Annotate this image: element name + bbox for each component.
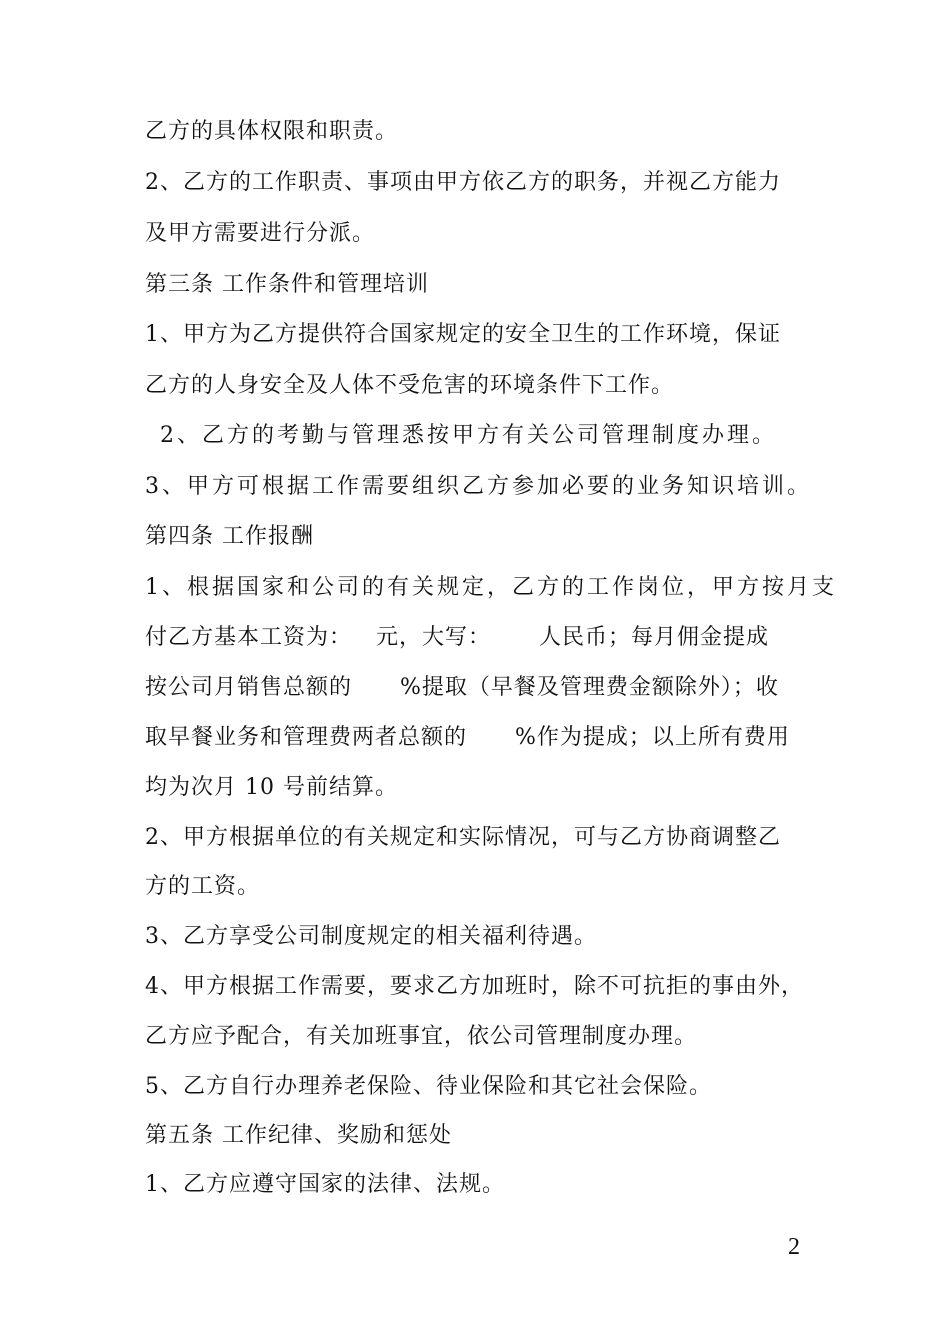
section-heading: 第四条 工作报酬 bbox=[145, 524, 314, 549]
text-line: 3、乙方享受公司制度规定的相关福利待遇。 bbox=[145, 924, 597, 949]
section-heading: 第五条 工作纪律、奖励和惩处 bbox=[145, 1123, 452, 1148]
text-line: 均为次月 10 号前结算。 bbox=[145, 775, 398, 800]
text-line: 按公司月销售总额的 %提取（早餐及管理费金额除外）；收 bbox=[145, 675, 779, 700]
text-line: 乙方应予配合，有关加班事宜，依公司管理制度办理。 bbox=[145, 1024, 698, 1049]
text-line: 乙方的人身安全及人体不受危害的环境条件下工作。 bbox=[145, 373, 675, 398]
page-number: 2 bbox=[788, 1234, 800, 1260]
section-heading: 第三条 工作条件和管理培训 bbox=[145, 272, 429, 297]
text-line: 1、甲方为乙方提供符合国家规定的安全卫生的工作环境，保证 bbox=[145, 322, 781, 347]
text-line: 1、乙方应遵守国家的法律、法规。 bbox=[145, 1172, 505, 1197]
text-line: 2、乙方的考勤与管理悉按甲方有关公司管理制度办理。 bbox=[160, 423, 777, 448]
text-line: 2、乙方的工作职责、事项由甲方依乙方的职务，并视乙方能力 bbox=[145, 170, 781, 195]
text-line: 付乙方基本工资为： 元，大写： 人民币；每月佣金提成 bbox=[145, 625, 769, 650]
text-line: 1、根据国家和公司的有关规定，乙方的工作岗位，甲方按月支 bbox=[145, 575, 837, 600]
text-line: 方的工资。 bbox=[145, 874, 261, 899]
text-line: 及甲方需要进行分派。 bbox=[145, 221, 376, 246]
text-line: 3、甲方可根据工作需要组织乙方参加必要的业务知识培训。 bbox=[145, 474, 812, 499]
text-line: 4、甲方根据工作需要，要求乙方加班时，除不可抗拒的事由外， bbox=[145, 974, 804, 999]
text-line: 取早餐业务和管理费两者总额的 %作为提成；以上所有费用 bbox=[145, 725, 790, 750]
text-line: 乙方的具体权限和职责。 bbox=[145, 119, 399, 144]
text-line: 5、乙方自行办理养老保险、待业保险和其它社会保险。 bbox=[145, 1074, 712, 1099]
text-line: 2、甲方根据单位的有关规定和实际情况，可与乙方协商调整乙 bbox=[145, 825, 781, 850]
